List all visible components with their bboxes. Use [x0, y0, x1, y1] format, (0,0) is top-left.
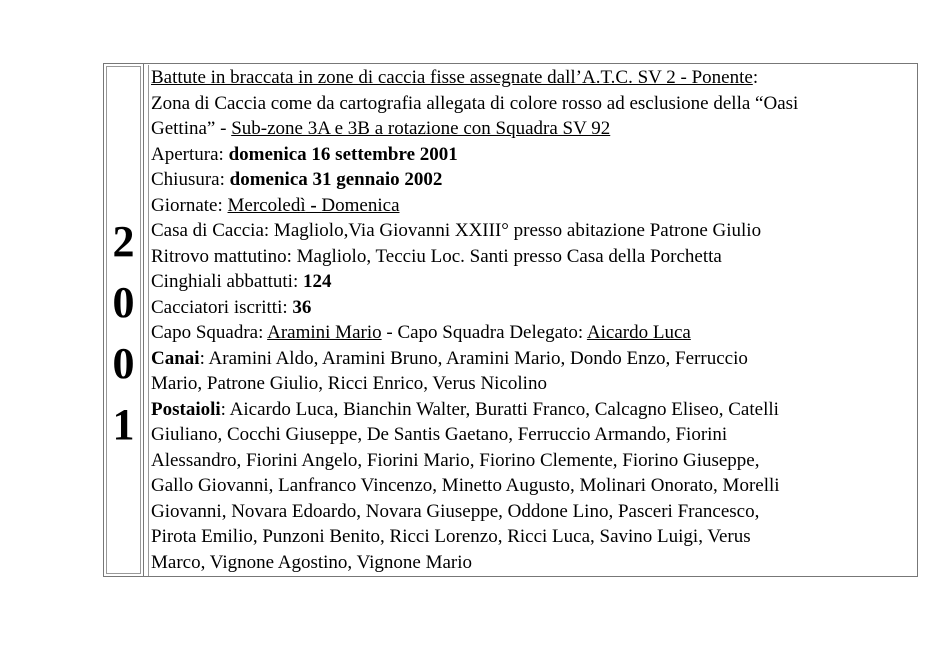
boars-count: 124	[302, 271, 332, 292]
days-label: Giornate:	[151, 194, 228, 216]
day-wednesday: Mercoledì	[227, 194, 306, 216]
closing-date: domenica 31 gennaio 2002	[229, 169, 443, 190]
hunters-count: 36	[292, 296, 312, 318]
subzone-prefix: Gettina” -	[151, 118, 232, 139]
year-digits	[107, 211, 140, 455]
year-cell	[106, 66, 141, 574]
postaioli-line: Gallo Giovanni, Lanfranco Vincenzo, Minetto Augusto, Molinari Onorato, Morelli	[151, 475, 780, 496]
year-digit: 0	[112, 278, 135, 327]
deputy-name: Aicardo Luca	[586, 322, 691, 343]
postaioli-line	[151, 397, 911, 423]
hunting-zone-line: Zona di Caccia come da cartografia allegata di colore rosso ad esclusione della “Oasi	[151, 92, 799, 114]
canai-line-2: Mario, Patrone Giulio, Ricci Enrico, Verus Nicolino	[151, 373, 547, 394]
hunters-line	[151, 295, 911, 321]
days-separator: -	[305, 194, 322, 216]
postaioli-names: : Aicardo Luca, Bianchin Walter, Buratti Franco, Calcagno Eliseo, Catelli	[220, 398, 779, 420]
year-column	[104, 64, 144, 576]
colon: :	[752, 67, 759, 88]
boars-label: Cinghiali abbattuti:	[151, 271, 303, 292]
year-digit: 2	[112, 217, 135, 266]
postaioli-line: Giovanni, Novara Edoardo, Novara Giuseppe, Oddone Lino, Pasceri Francesco,	[151, 500, 760, 522]
opening-date: domenica 16 settembre 2001	[228, 143, 458, 165]
record-table	[103, 63, 918, 577]
hunting-house-line: Casa di Caccia: Magliolo,Via Giovanni XXIII° presso abitazione Patrone Giulio	[151, 220, 762, 241]
deputy-label: - Capo Squadra Delegato:	[381, 322, 587, 343]
year-digit: 0	[112, 339, 135, 388]
boars-line	[151, 269, 911, 295]
subzone-line	[151, 116, 911, 142]
year-digit: 1	[112, 400, 135, 449]
subzone-link: Sub-zone 3A e 3B a rotazione con Squadra SV 92	[231, 118, 611, 139]
postaioli-line: Marco, Vignone Agostino, Vignone Mario	[151, 551, 473, 573]
canai-label: Canai	[151, 347, 200, 369]
closing-label: Chiusura:	[151, 169, 230, 190]
closing-line	[151, 167, 911, 193]
team-leader-line	[151, 320, 911, 346]
leader-label: Capo Squadra:	[151, 322, 268, 343]
opening-label: Apertura:	[151, 143, 229, 165]
opening-line	[151, 142, 911, 168]
day-sunday: Domenica	[321, 194, 400, 216]
postaioli-line: Pirota Emilio, Punzoni Benito, Ricci Lorenzo, Ricci Luca, Savino Luigi, Verus	[151, 526, 751, 547]
zone-assignment-link: Battute in braccata in zone di caccia fisse assegnate dall’A.T.C. SV 2 - Ponente	[151, 67, 753, 88]
hunters-label: Cacciatori iscritti:	[151, 296, 293, 318]
meeting-point-line: Ritrovo mattutino: Magliolo, Tecciu Loc. Santi presso Casa della Porchetta	[151, 245, 722, 267]
canai-line	[151, 346, 911, 372]
days-line	[151, 193, 911, 219]
zone-assignment-line	[151, 65, 911, 91]
leader-name: Aramini Mario	[267, 322, 382, 343]
details-cell	[148, 65, 911, 576]
canai-names: : Aramini Aldo, Aramini Bruno, Aramini Mario, Dondo Enzo, Ferruccio	[199, 347, 748, 369]
postaioli-line: Giuliano, Cocchi Giuseppe, De Santis Gaetano, Ferruccio Armando, Fiorini	[151, 424, 728, 445]
postaioli-line: Alessandro, Fiorini Angelo, Fiorini Mario, Fiorino Clemente, Fiorino Giuseppe,	[151, 449, 760, 471]
postaioli-label: Postaioli	[151, 398, 221, 420]
